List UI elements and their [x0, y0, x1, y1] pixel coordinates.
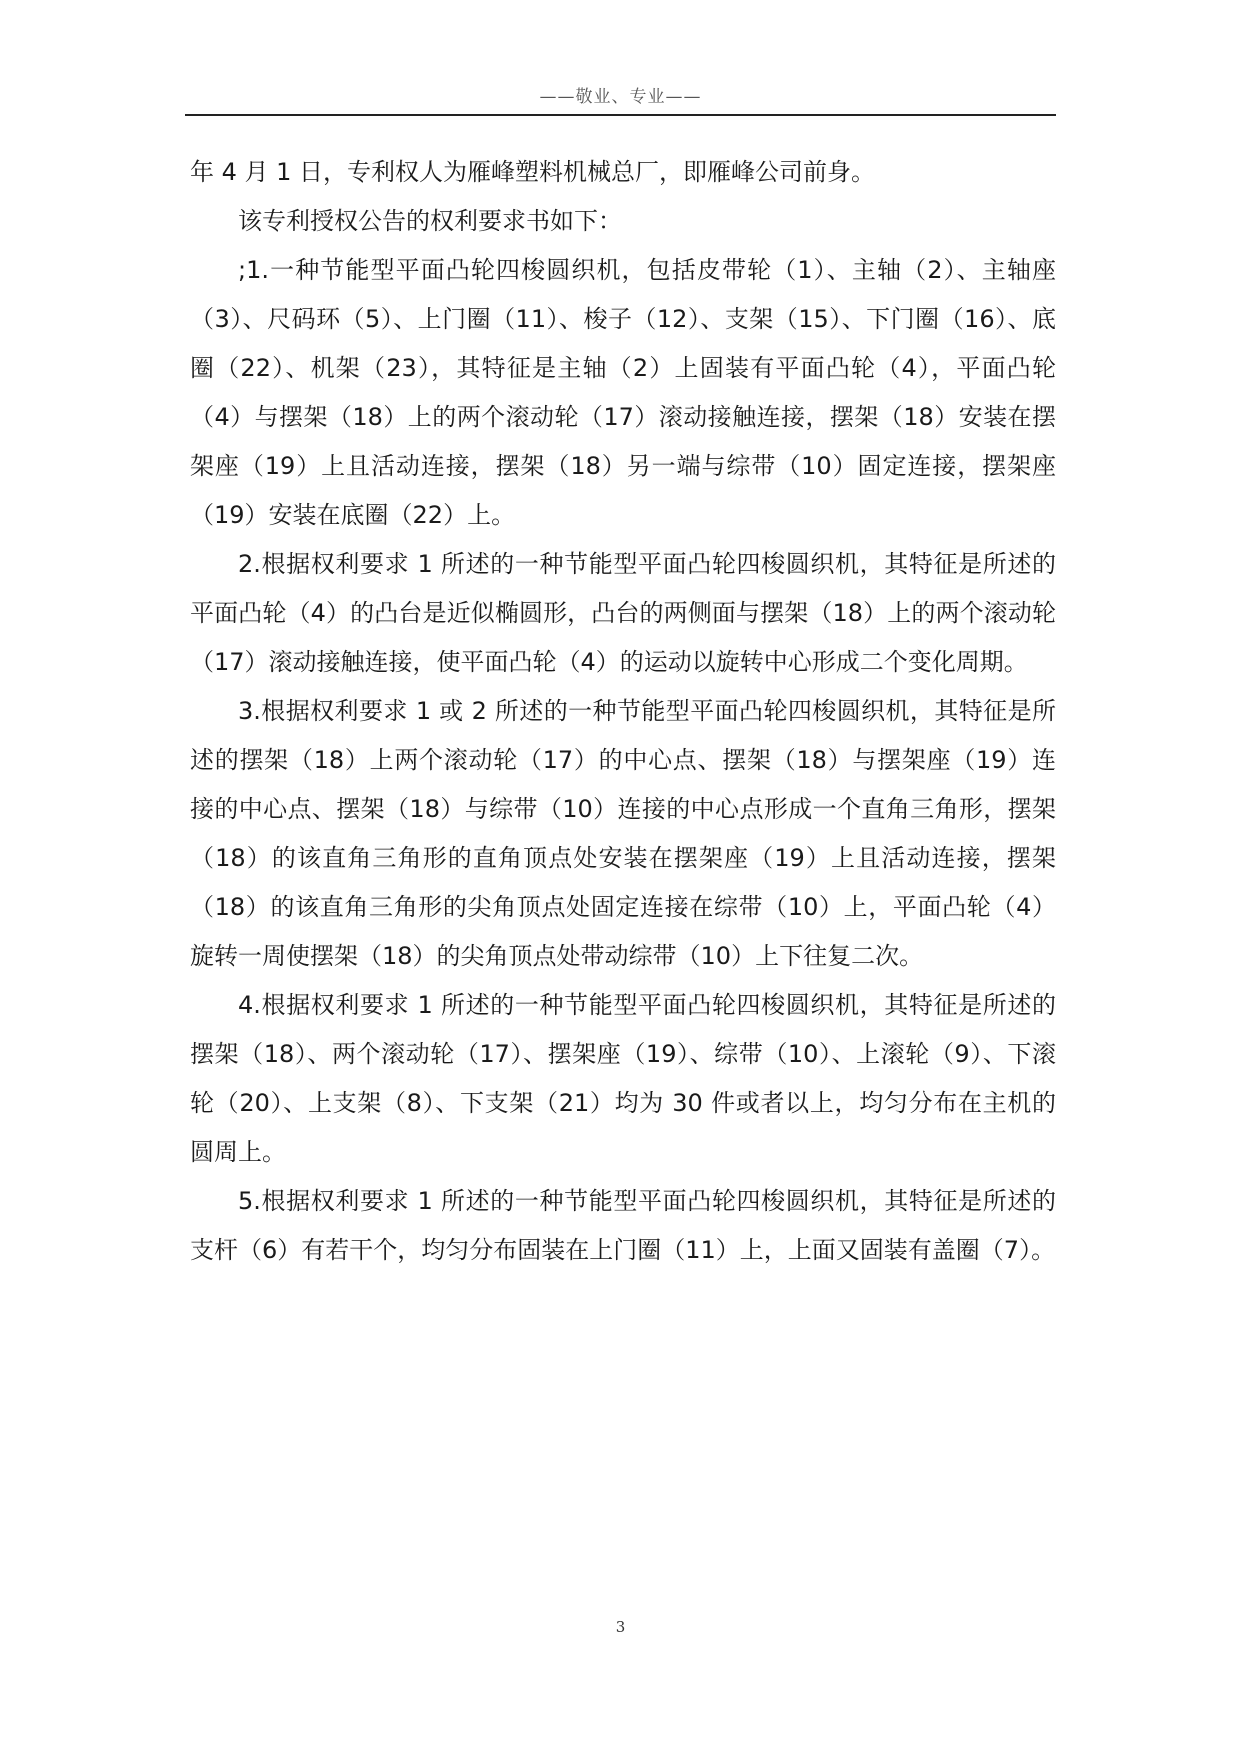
- paragraph-claim-3: 3.根据权利要求 1 或 2 所述的一种节能型平面凸轮四梭圆织机，其特征是所述的摆架（18）上两个滚动轮（17）的中心点、摆架（18）与摆架座（19）连接的中心点、摆架（18）与综带（10）连接的中心点形成一个直角三角形，摆架（18）的该直角三角形的直角顶点处安装在摆架座（19）上且活动连接，摆架（18）的该直角三角形的尖角顶点处固定连接在综带（10）上，平面凸轮（4）旋转一周使摆架（18）的尖角顶点处带动综带（10）上下往复二次。: [190, 697, 1056, 970]
- paragraph-continuation: 年 4 月 1 日，专利权人为雁峰塑料机械总厂，即雁峰公司前身。: [190, 158, 876, 186]
- paragraph-claim-1: ;1.一种节能型平面凸轮四梭圆织机，包括皮带轮（1）、主轴（2）、主轴座（3）、尺码环（5）、上门圈（11）、梭子（12）、支架（15）、下门圈（16）、底圈（22）、机架（23），其特征是主轴（2）上固装有平面凸轮（4），平面凸轮（4）与摆架（18）上的两个滚动轮（17）滚动接触连接，摆架（18）安装在摆架座（19）上且活动连接，摆架（18）另一端与综带（10）固定连接，摆架座（19）安装在底圈（22）上。: [190, 256, 1056, 529]
- header-divider: [185, 114, 1056, 116]
- document-body: [190, 148, 1056, 1275]
- paragraph-claim-4: 4.根据权利要求 1 所述的一种节能型平面凸轮四梭圆织机，其特征是所述的摆架（18）、两个滚动轮（17）、摆架座（19）、综带（10）、上滚轮（9）、下滚轮（20）、上支架（8）、下支架（21）均为 30 件或者以上，均匀分布在主机的圆周上。: [190, 991, 1056, 1166]
- running-header: ——敬业、专业——: [539, 87, 702, 107]
- paragraph-claim-2: 2.根据权利要求 1 所述的一种节能型平面凸轮四梭圆织机，其特征是所述的平面凸轮（4）的凸台是近似椭圆形，凸台的两侧面与摆架（18）上的两个滚动轮（17）滚动接触连接，使平面凸轮（4）的运动以旋转中心形成二个变化周期。: [190, 550, 1056, 676]
- paragraph-claims-intro: 该专利授权公告的权利要求书如下：: [238, 207, 622, 235]
- page-number: 3: [615, 1618, 626, 1636]
- paragraph-claim-5: 5.根据权利要求 1 所述的一种节能型平面凸轮四梭圆织机，其特征是所述的支杆（6）有若干个，均匀分布固装在上门圈（11）上，上面又固装有盖圈（7）。: [190, 1187, 1056, 1264]
